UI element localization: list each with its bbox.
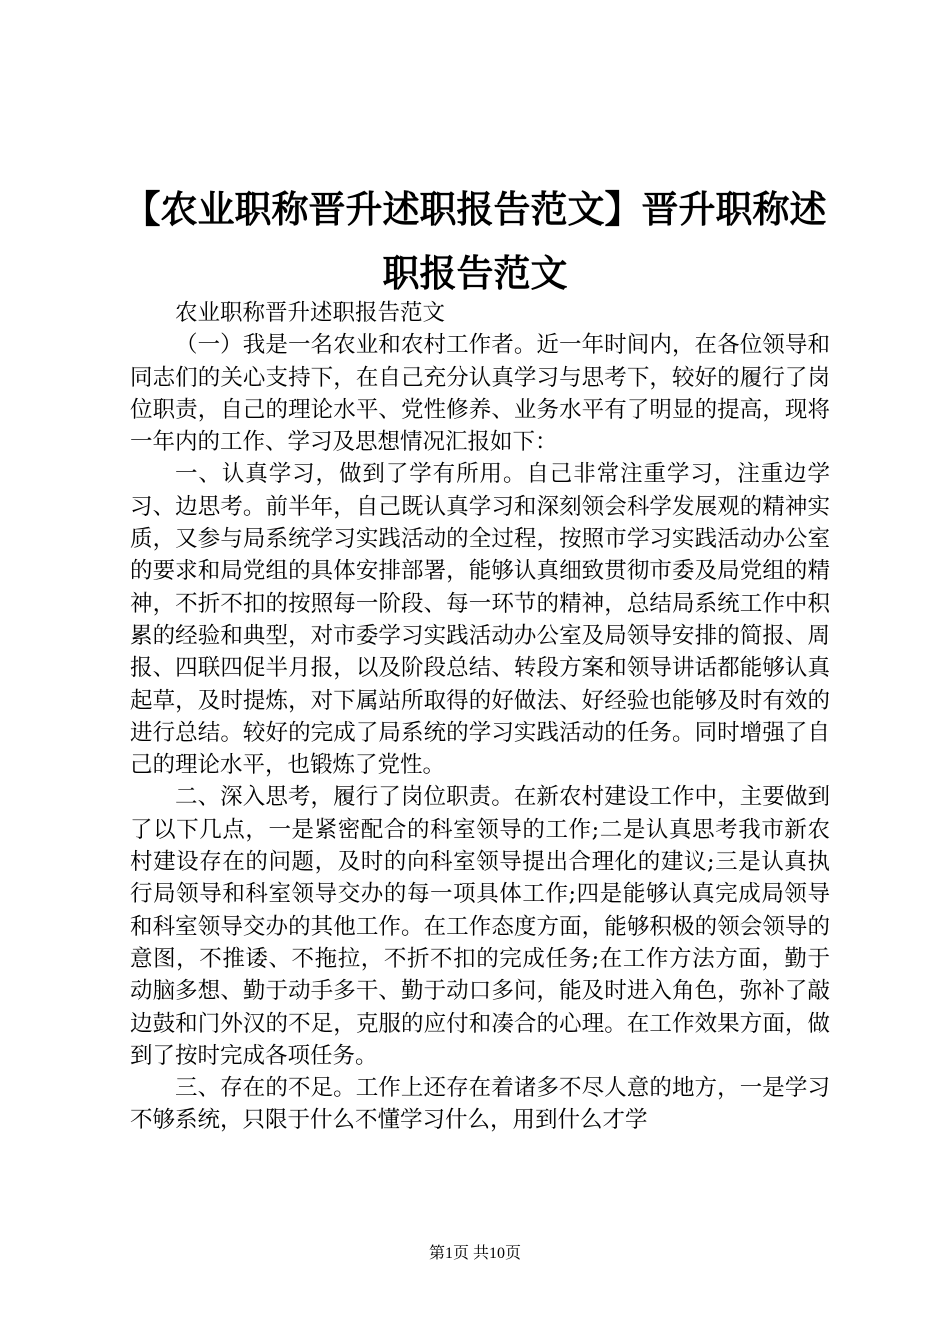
page-number-footer: 第1页 共10页 [428,1245,521,1262]
subtitle-paragraph: 农业职称晋升述职报告范文 [175,300,446,326]
document-body [130,297,830,1137]
section-one-paragraph: 一、认真学习，做到了学有所用。自己非常注重学习，注重边学习、边思考。前半年，自己既认真学习和深刻领会科学发展观的精神实质，又参与局系统学习实践活动的全过程，按照市学习实践活动办公室的要求和局党组的具体安排部署，能够认真细致贯彻市委及局党组的精神，不折不扣的按照每一阶段、每一环节的精神，总结局系统工作中积累的经验和典型，对市委学习实践活动办公室及局领导安排的简报、周报、四联四促半月报，以及阶段总结、转段方案和领导讲话都能够认真起草，及时提炼，对下属站所取得的好做法、好经验也能够及时有效的进行总结。较好的完成了局系统的学习实践活动的任务。同时增强了自己的理论水平，也锻炼了党性。 [130,461,830,779]
intro-paragraph: （一）我是一名农业和农村工作者。近一年时间内，在各位领导和同志们的关心支持下，在自己充分认真学习与思考下，较好的履行了岗位职责，自己的理论水平、党性修养、业务水平有了明显的提高，现将一年内的工作、学习及思想情况汇报如下： [130,332,830,456]
section-three-paragraph: 三、存在的不足。工作上还存在着诸多不尽人意的地方，一是学习不够系统，只限于什么不懂学习什么，用到什么才学 [130,1075,830,1134]
section-two-paragraph: 二、深入思考，履行了岗位职责。在新农村建设工作中，主要做到了以下几点，一是紧密配合的科室领导的工作;二是认真思考我市新农村建设存在的问题，及时的向科室领导提出合理化的建议;三是认真执行局领导和科室领导交办的每一项具体工作;四是能够认真完成局领导和科室领导交办的其他工作。在工作态度方面，能够积极的领会领导的意图，不推诿、不拖拉，不折不扣的完成任务;在工作方法方面，勤于动脑多想、勤于动手多干、勤于动口多问，能及时进入角色，弥补了敲边鼓和门外汉的不足，克服的应付和凑合的心理。在工作效果方面，做到了按时完成各项任务。 [130,784,830,1069]
page-title: 【农业职称晋升述职报告范文】晋升职称述职报告范文 [123,188,827,295]
